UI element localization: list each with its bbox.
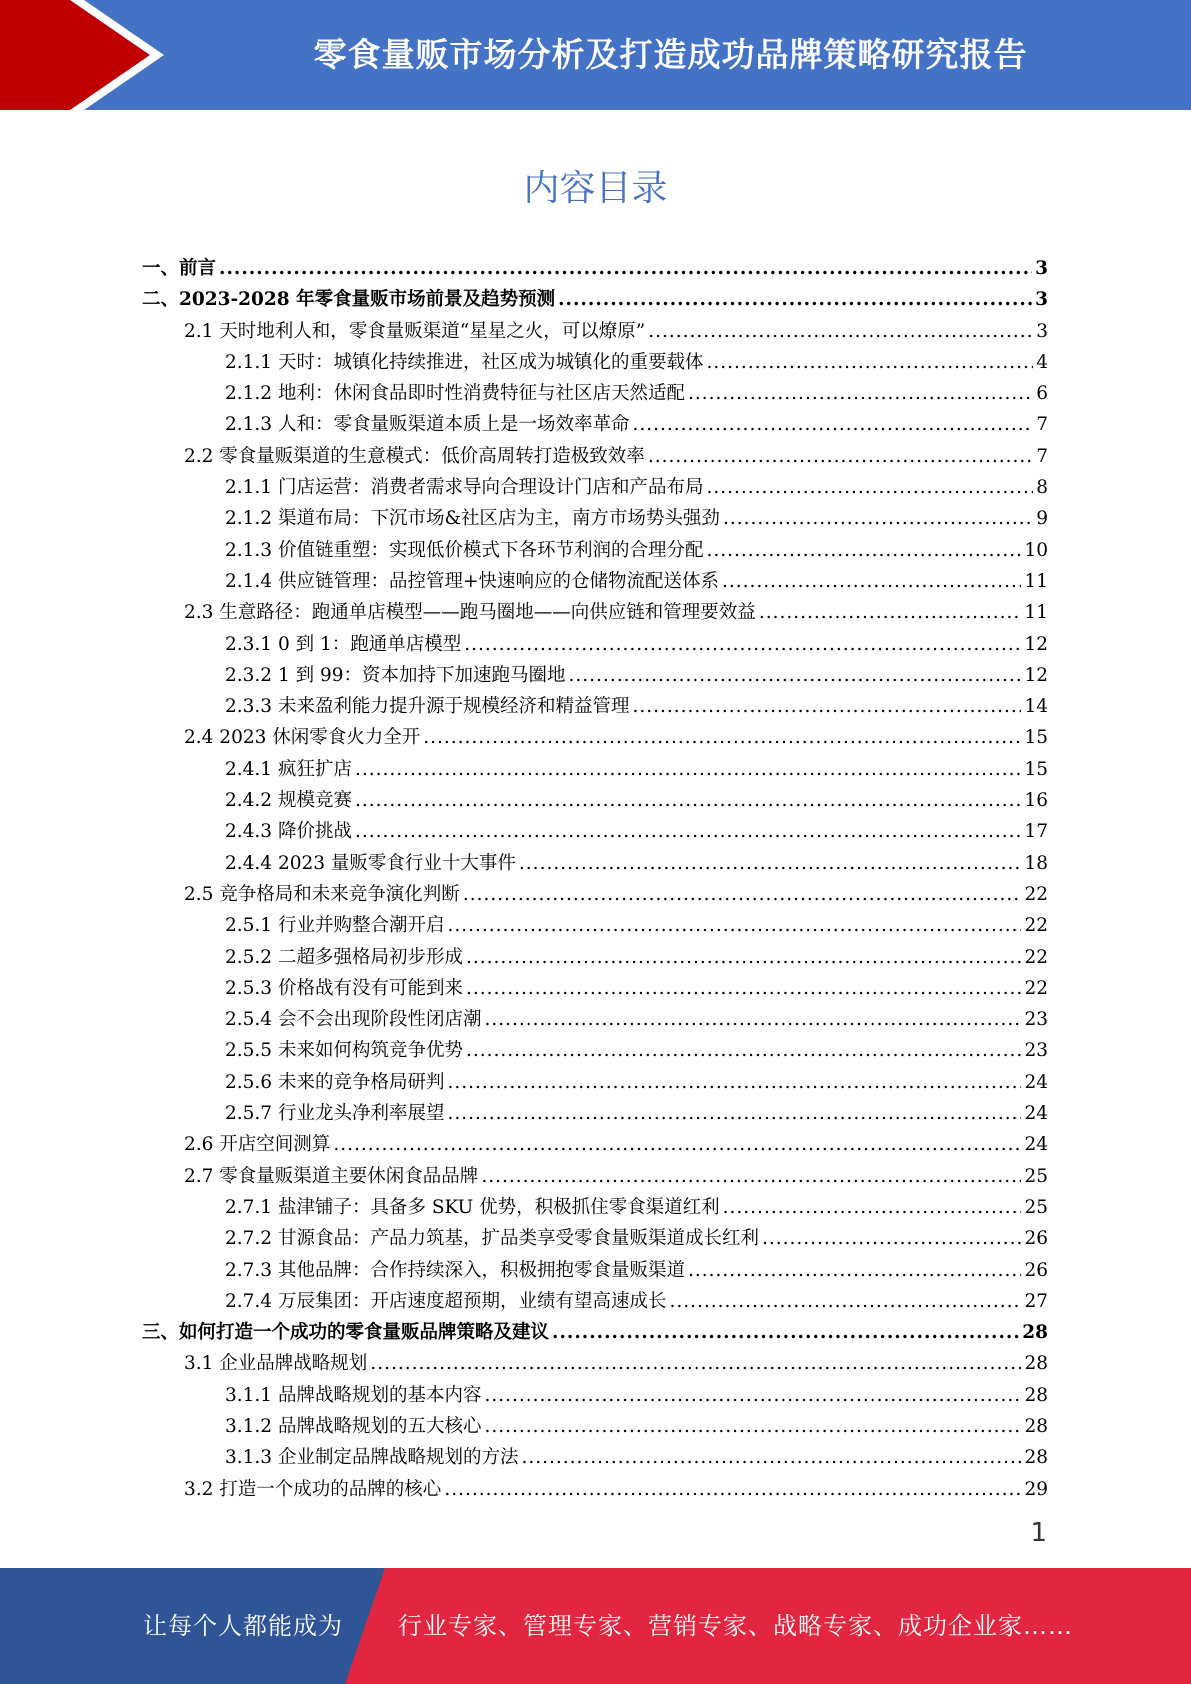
toc-entry-label: 2.1.1 门店运营：消费者需求导向合理设计门店和产品布局 [225, 477, 704, 499]
toc-entry-label: 2.5.3 价格战有没有可能到来 [225, 977, 463, 999]
toc-entry-label: 2.7.3 其他品牌：合作持续深入，积极拥抱零食量贩渠道 [225, 1259, 685, 1281]
toc-dot-leader [521, 1447, 1021, 1468]
toc-dot-leader [370, 1353, 1021, 1374]
toc-entry-page: 9 [1036, 508, 1048, 530]
toc-entry-page: 29 [1024, 1478, 1048, 1500]
toc-dot-leader [219, 258, 1032, 279]
toc-entry-page: 16 [1024, 790, 1048, 812]
table-of-contents [142, 254, 1048, 1506]
toc-entry-page: 11 [1024, 570, 1048, 592]
page-number: 1 [1030, 1518, 1047, 1548]
toc-entry[interactable] [142, 1068, 1048, 1099]
toc-dot-leader [466, 1040, 1021, 1061]
toc-entry-label: 2.5.6 未来的竞争格局研判 [225, 1071, 445, 1093]
toc-entry-page: 23 [1024, 1040, 1048, 1062]
toc-entry-label: 2.5 竞争格局和未来竞争演化判断 [184, 883, 460, 905]
toc-entry-page: 7 [1036, 414, 1048, 436]
toc-entry-label: 三、如何打造一个成功的零食量贩品牌策略及建议 [142, 1322, 550, 1344]
toc-entry-page: 25 [1024, 1165, 1048, 1187]
toc-entry-label: 2.7.2 甘源食品：产品力筑基，扩品类享受零食量贩渠道成长红利 [225, 1228, 759, 1250]
toc-entry-label: 2.4 2023 休闲零食火力全开 [184, 727, 421, 749]
toc-entry-label: 2.2 零食量贩渠道的生意模式：低价高周转打造极致效率 [184, 445, 645, 467]
toc-entry[interactable] [142, 1381, 1048, 1412]
toc-entry[interactable] [142, 536, 1048, 567]
toc-entry-label: 2.1.3 人和：零食量贩渠道本质上是一场效率革命 [225, 414, 630, 436]
toc-entry[interactable] [142, 1412, 1048, 1443]
toc-entry[interactable] [142, 849, 1048, 880]
toc-entry[interactable] [142, 1349, 1048, 1380]
toc-dot-leader [447, 915, 1021, 936]
toc-entry-label: 2.4.1 疯狂扩店 [225, 758, 352, 780]
toc-dot-leader [333, 1134, 1021, 1155]
toc-entry[interactable] [142, 1475, 1048, 1506]
toc-entry-page: 24 [1024, 1103, 1048, 1125]
toc-entry-page: 28 [1024, 1447, 1048, 1469]
toc-entry[interactable] [142, 880, 1048, 911]
toc-entry[interactable] [142, 1443, 1048, 1474]
toc-dot-leader [464, 634, 1021, 655]
toc-dot-leader [355, 759, 1022, 780]
toc-dot-leader [569, 665, 1022, 686]
toc-entry-page: 7 [1036, 445, 1048, 467]
toc-entry[interactable] [142, 911, 1048, 942]
toc-dot-leader [355, 790, 1022, 811]
toc-entry-label: 2.1.4 供应链管理：品控管理+快速响应的仓储物流配送体系 [225, 570, 719, 592]
toc-entry-page: 8 [1036, 477, 1048, 499]
toc-entry[interactable] [142, 755, 1048, 786]
toc-dot-leader [723, 508, 1033, 529]
toc-entry-page: 15 [1024, 758, 1048, 780]
toc-dot-leader [463, 884, 1022, 905]
toc-entry-page: 3 [1035, 258, 1048, 279]
toc-entry-page: 25 [1024, 1196, 1048, 1218]
toc-entry-label: 2.7.4 万辰集团：开店速度超预期，业绩有望高速成长 [225, 1290, 667, 1312]
toc-dot-leader [722, 571, 1021, 592]
toc-entry[interactable] [142, 442, 1048, 473]
toc-entry[interactable] [142, 504, 1048, 535]
toc-dot-leader [484, 1416, 1021, 1437]
toc-entry-label: 2.1.3 价值链重塑：实现低价模式下各环节利润的合理分配 [225, 539, 704, 561]
toc-entry-label: 二、2023-2028 年零食量贩市场前景及趋势预测 [142, 289, 556, 311]
toc-dot-leader [484, 1009, 1021, 1030]
toc-entry-page: 10 [1024, 539, 1048, 561]
toc-entry-label: 2.5.7 行业龙头净利率展望 [225, 1103, 445, 1125]
toc-entry[interactable] [142, 1287, 1048, 1318]
toc-entry[interactable] [142, 567, 1048, 598]
toc-entry-label: 2.1.2 地利：休闲食品即时性消费特征与社区店天然适配 [225, 383, 685, 405]
toc-entry[interactable] [142, 285, 1048, 316]
toc-entry-page: 22 [1024, 977, 1048, 999]
toc-dot-leader [706, 540, 1021, 561]
toc-entry-label: 2.3.3 未来盈利能力提升源于规模经济和精益管理 [225, 696, 630, 718]
toc-entry-page: 28 [1024, 1384, 1048, 1406]
toc-dot-leader [466, 947, 1021, 968]
toc-entry[interactable] [142, 1130, 1048, 1161]
toc-dot-leader [706, 477, 1033, 498]
toc-entry[interactable] [142, 1162, 1048, 1193]
toc-entry-page: 24 [1024, 1134, 1048, 1156]
toc-entry-page: 24 [1024, 1071, 1048, 1093]
toc-entry[interactable] [142, 661, 1048, 692]
toc-entry[interactable] [142, 1005, 1048, 1036]
toc-entry[interactable] [142, 317, 1048, 348]
toc-dot-leader [481, 1166, 1021, 1187]
toc-entry-label: 2.5.2 二超多强格局初步形成 [225, 946, 463, 968]
toc-entry-label: 2.4.4 2023 量贩零食行业十大事件 [225, 852, 516, 874]
toc-entry-page: 28 [1022, 1322, 1048, 1344]
toc-entry[interactable] [142, 786, 1048, 817]
toc-entry-label: 2.7 零食量贩渠道主要休闲食品品牌 [184, 1165, 479, 1187]
toc-entry[interactable] [142, 348, 1048, 379]
toc-entry[interactable] [142, 1256, 1048, 1287]
toc-entry-label: 2.4.3 降价挑战 [225, 821, 352, 843]
toc-entry-page: 18 [1024, 852, 1048, 874]
toc-entry-label: 3.1 企业品牌战略规划 [184, 1353, 368, 1375]
toc-entry[interactable] [142, 1224, 1048, 1255]
toc-entry-label: 2.6 开店空间测算 [184, 1134, 331, 1156]
toc-entry-page: 22 [1024, 883, 1048, 905]
toc-entry[interactable] [142, 1099, 1048, 1130]
toc-entry-page: 6 [1036, 383, 1048, 405]
footer-slogan-left: 让每个人都能成为 [143, 1612, 343, 1640]
toc-entry[interactable] [142, 598, 1048, 629]
toc-dot-leader [423, 727, 1021, 748]
footer-slogan-right: 行业专家、管理专家、营销专家、战略专家、成功企业家…… [398, 1612, 1073, 1640]
toc-heading: 内容目录 [523, 168, 668, 209]
toc-dot-leader [688, 1260, 1021, 1281]
toc-entry-page: 28 [1024, 1353, 1048, 1375]
header-band [0, 0, 1191, 110]
toc-dot-leader [552, 1322, 1019, 1343]
toc-entry[interactable] [142, 630, 1048, 661]
toc-dot-leader [355, 821, 1022, 842]
toc-entry-label: 3.1.3 企业制定品牌战略规划的方法 [225, 1447, 519, 1469]
toc-entry[interactable] [142, 1036, 1048, 1067]
toc-entry-label: 3.2 打造一个成功的品牌的核心 [184, 1478, 442, 1500]
toc-dot-leader [484, 1385, 1021, 1406]
toc-entry-page: 23 [1024, 1009, 1048, 1031]
toc-entry-label: 一、前言 [142, 258, 217, 279]
toc-entry-label: 2.5.4 会不会出现阶段性闭店潮 [225, 1009, 482, 1031]
toc-dot-leader [444, 1479, 1021, 1500]
toc-entry-label: 2.1.1 天时：城镇化持续推进，社区成为城镇化的重要载体 [225, 351, 704, 373]
toc-entry-page: 4 [1036, 351, 1048, 373]
toc-entry[interactable] [142, 974, 1048, 1005]
toc-entry-label: 3.1.2 品牌战略规划的五大核心 [225, 1415, 482, 1437]
toc-dot-leader [669, 1291, 1021, 1312]
toc-entry[interactable] [142, 943, 1048, 974]
toc-entry[interactable] [142, 817, 1048, 848]
toc-dot-leader [759, 602, 1022, 623]
toc-entry[interactable] [142, 473, 1048, 504]
toc-entry-label: 2.5.5 未来如何构筑竞争优势 [225, 1040, 463, 1062]
toc-entry[interactable] [142, 254, 1048, 285]
toc-entry-page: 26 [1024, 1259, 1048, 1281]
toc-entry-label: 2.1.2 渠道布局：下沉市场&社区店为主，南方市场势头强劲 [225, 508, 720, 530]
toc-entry-page: 26 [1024, 1228, 1048, 1250]
toc-entry-label: 2.3.2 1 到 99：资本加持下加速跑马圈地 [225, 664, 566, 686]
toc-entry-page: 27 [1024, 1290, 1048, 1312]
toc-dot-leader [688, 383, 1033, 404]
toc-entry-page: 17 [1024, 821, 1048, 843]
toc-dot-leader [648, 321, 1033, 342]
toc-entry[interactable] [142, 379, 1048, 410]
toc-dot-leader [447, 1072, 1021, 1093]
toc-entry-page: 28 [1024, 1415, 1048, 1437]
toc-entry-label: 3.1.1 品牌战略规划的基本内容 [225, 1384, 482, 1406]
toc-entry[interactable] [142, 723, 1048, 754]
toc-entry[interactable] [142, 1318, 1048, 1349]
toc-dot-leader [706, 352, 1033, 373]
toc-dot-leader [762, 1228, 1021, 1249]
toc-entry[interactable] [142, 410, 1048, 441]
toc-entry-label: 2.3.1 0 到 1：跑通单店模型 [225, 633, 462, 655]
toc-entry[interactable] [142, 692, 1048, 723]
toc-entry-label: 2.5.1 行业并购整合潮开启 [225, 915, 445, 937]
toc-dot-leader [447, 1103, 1021, 1124]
toc-entry-page: 22 [1024, 915, 1048, 937]
toc-dot-leader [632, 414, 1033, 435]
toc-entry-page: 3 [1035, 289, 1048, 311]
toc-dot-leader [723, 1197, 1022, 1218]
toc-dot-leader [632, 696, 1021, 717]
toc-entry-page: 12 [1024, 633, 1048, 655]
toc-entry-label: 2.1 天时地利人和，零食量贩渠道“星星之火，可以燎原” [184, 320, 646, 342]
toc-dot-leader [558, 289, 1032, 310]
toc-dot-leader [648, 446, 1033, 467]
footer-band [0, 1568, 1191, 1684]
toc-entry-page: 11 [1024, 602, 1048, 624]
toc-entry-label: 2.4.2 规模竞赛 [225, 790, 352, 812]
report-title: 零食量贩市场分析及打造成功品牌策略研究报告 [313, 35, 1028, 74]
toc-dot-leader [519, 853, 1022, 874]
toc-entry-page: 3 [1036, 320, 1048, 342]
toc-entry-page: 14 [1024, 696, 1048, 718]
toc-entry-label: 2.3 生意路径：跑通单店模型——跑马圈地——向供应链和管理要效益 [184, 602, 756, 624]
toc-entry-label: 2.7.1 盐津铺子：具备多 SKU 优势，积极抓住零食渠道红利 [225, 1196, 720, 1218]
toc-entry-page: 15 [1024, 727, 1048, 749]
toc-entry-page: 12 [1024, 664, 1048, 686]
toc-dot-leader [466, 978, 1021, 999]
toc-entry-page: 22 [1024, 946, 1048, 968]
toc-entry[interactable] [142, 1193, 1048, 1224]
